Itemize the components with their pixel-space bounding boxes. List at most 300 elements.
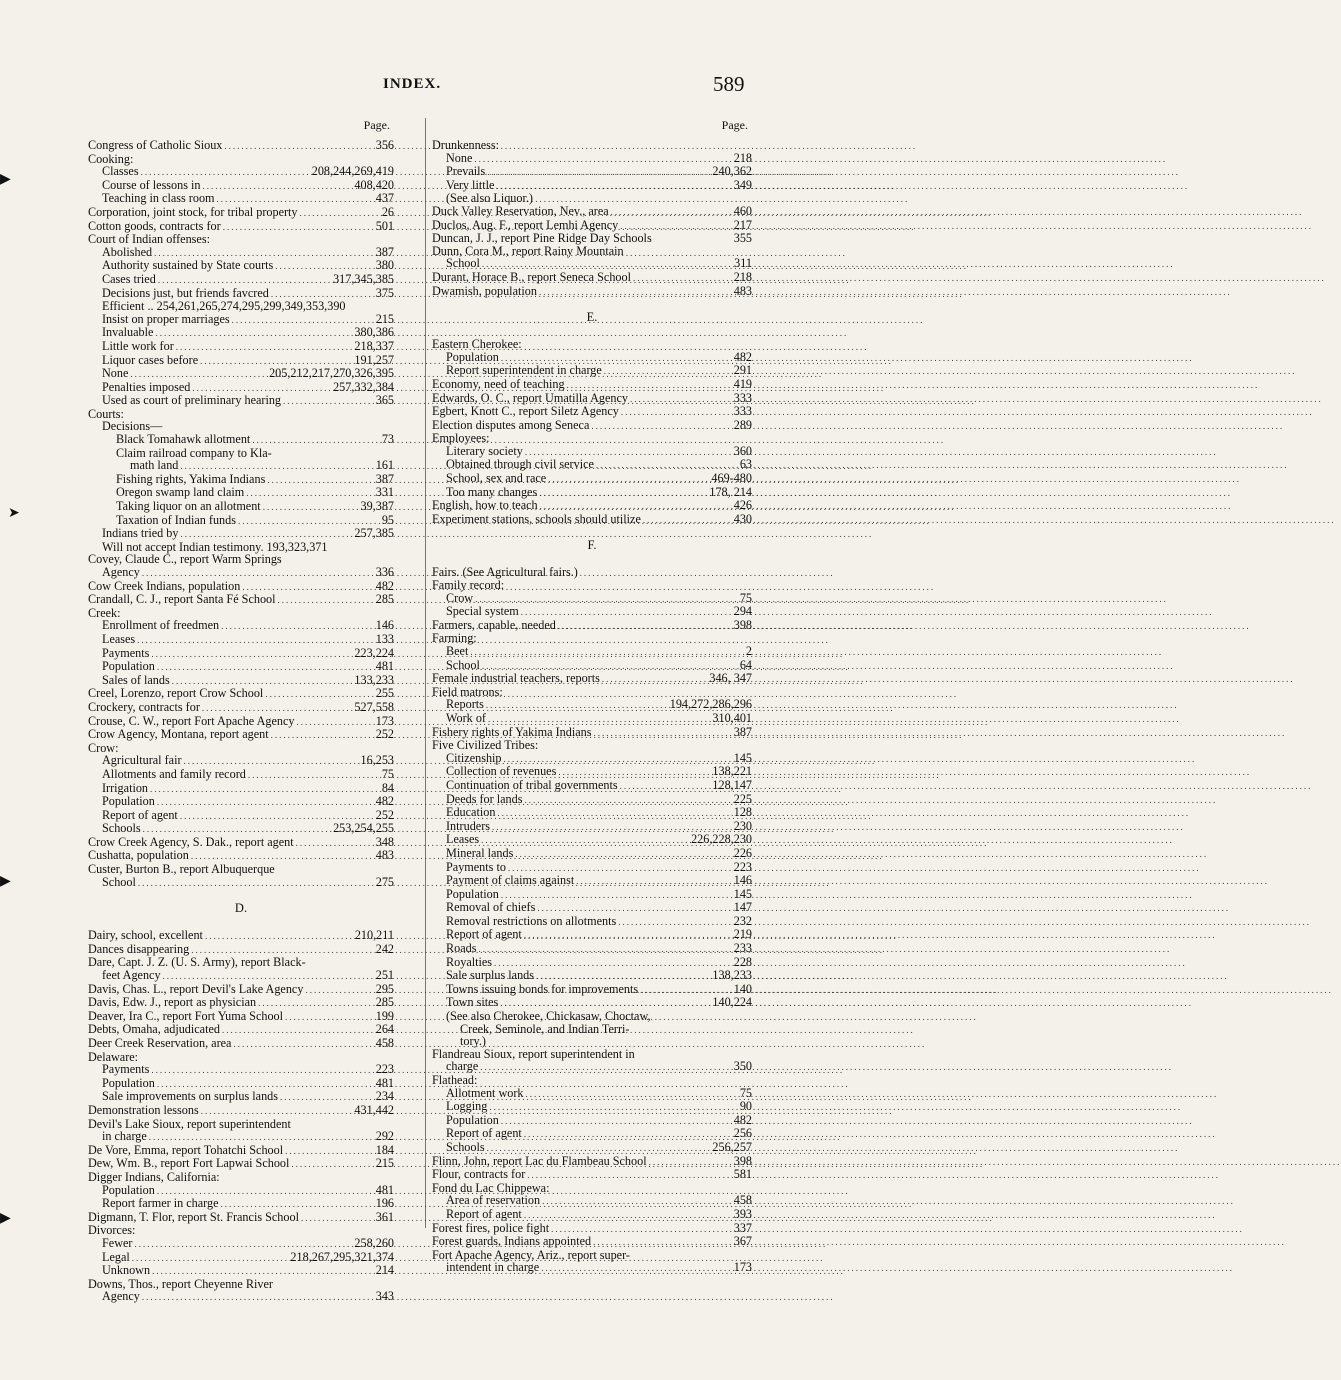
index-entry (88, 876, 394, 890)
index-entry (432, 874, 752, 888)
entry-pages: 295 (375, 981, 394, 996)
entry-text: Fairs. (See Agricultural fairs.) (432, 565, 578, 580)
index-entry (432, 928, 752, 942)
entry-pages: 292 (375, 1129, 394, 1144)
index-entry (88, 701, 394, 715)
leader-dots (487, 1142, 711, 1155)
entry-pages: 360 (733, 443, 752, 458)
entry-pages: 437 (375, 191, 394, 206)
entry-text: Field matrons: (432, 684, 503, 699)
entry-text: Report of agent (446, 1206, 522, 1221)
entry-text: Decisions just, but friends favcred (102, 285, 269, 300)
entry-pages: 333 (733, 390, 752, 405)
entry-text: School (446, 657, 480, 672)
leader-dots (567, 379, 732, 392)
entry-pages: 482 (375, 794, 394, 809)
entry-text: Crow: (88, 740, 119, 755)
entry-text: Durant, Horace B., report Seneca School (432, 269, 631, 284)
index-entry (88, 795, 394, 809)
entry-text: Payments (102, 645, 150, 660)
leader-dots (248, 769, 380, 782)
leader-dots (478, 943, 731, 956)
entry-text: Agency (102, 1289, 140, 1304)
index-entry (88, 1211, 394, 1225)
index-entry (88, 1037, 394, 1051)
entry-text: Economy, need of teaching (432, 376, 565, 391)
leader-dots (526, 1088, 738, 1101)
leader-dots (521, 606, 732, 619)
entry-pages: 310,401 (712, 710, 752, 725)
entry-text: (See also Cherokee, Chickasaw, Choctaw, (446, 1009, 651, 1024)
index-entry (432, 1141, 752, 1155)
leader-dots (233, 1038, 373, 1051)
index-entry (88, 206, 394, 220)
index-entry (432, 793, 752, 807)
entry-pages: 289 (733, 417, 752, 432)
index-entry (88, 1264, 394, 1278)
leader-dots (620, 780, 711, 793)
entry-text: Eastern Cherokee: (432, 337, 522, 352)
entry-pages: 128 (733, 805, 752, 820)
entry-text: Removal of chiefs (446, 900, 536, 915)
leader-dots (142, 567, 374, 580)
index-entry (88, 674, 394, 688)
entry-text: Flathead: (432, 1073, 478, 1087)
entry-text: Creek, Seminole, and Indian Terri- (460, 1021, 630, 1036)
entry-pages: 387 (375, 471, 394, 486)
entry-text: Family record: (432, 578, 505, 593)
index-entry (88, 728, 394, 742)
entry-text: Court of Indian offenses: (88, 232, 210, 247)
page-number: 589 (713, 72, 745, 96)
entry-pages: 223,224 (354, 645, 394, 660)
entry-pages: 253,254,255 (333, 821, 394, 836)
index-entry (88, 836, 394, 850)
index-entry (88, 1010, 394, 1024)
entry-text: Agency (102, 565, 140, 579)
entry-text: Decisions— (102, 419, 163, 434)
entry-text: Demonstration lessons (88, 1102, 199, 1117)
entry-text: Experiment stations, schools should utilize (432, 511, 641, 526)
index-entry (88, 809, 394, 823)
entry-pages: 275 (375, 874, 394, 889)
entry-pages: 133 (375, 631, 394, 646)
entry-pages: 343 (375, 1289, 394, 1304)
index-entry (88, 500, 394, 514)
index-entry (432, 405, 752, 419)
index-entry (88, 647, 394, 661)
entry-text: Course of lessons in (102, 177, 201, 192)
entry-text: Farming: (432, 631, 477, 646)
entry-text: Fewer (102, 1235, 133, 1250)
entry-text: Digmann, T. Flor, report St. Francis School (88, 1209, 299, 1224)
entry-text: Town sites (446, 995, 499, 1010)
entry-text: Mineral lands (446, 845, 514, 860)
index-entry (432, 285, 752, 299)
entry-pages: 349 (733, 177, 752, 192)
leader-dots (202, 702, 352, 715)
leader-dots (130, 368, 267, 381)
index-entry (432, 942, 752, 956)
entry-text: Beet (446, 644, 469, 658)
entry-text: Sale surplus lands (446, 968, 535, 983)
leader-dots (300, 207, 380, 220)
leader-dots (540, 500, 732, 513)
index-entry (88, 1063, 394, 1077)
entry-pages: 218,267,295,321,374 (290, 1249, 394, 1264)
leader-dots (152, 1265, 374, 1278)
index-column-left (88, 118, 394, 1304)
entry-text: feet Agency (102, 968, 161, 983)
entry-text: Payments (102, 1062, 150, 1077)
leader-dots (223, 221, 374, 234)
entry-pages: 431,442 (354, 1102, 394, 1117)
entry-pages: 294 (733, 604, 752, 619)
leader-dots (252, 434, 380, 447)
index-entry (88, 165, 394, 179)
entry-text: Intruders (446, 818, 490, 833)
entry-pages: 16,253 (360, 753, 394, 768)
index-entry (432, 1114, 752, 1128)
entry-text: Cushatta, population (88, 848, 189, 863)
entry-text: Teaching in class room (102, 191, 215, 206)
margin-arrow-icon: ▶ (0, 874, 11, 889)
entry-pages: 346, 347 (709, 671, 752, 686)
entry-pages: 240,362 (712, 164, 752, 179)
entry-text: Population (102, 1075, 155, 1090)
entry-pages: 233 (733, 941, 752, 956)
index-entry (432, 765, 752, 779)
entry-pages: 173 (733, 1260, 752, 1275)
entry-text: Obtained through civil service (446, 457, 594, 472)
leader-dots (539, 286, 732, 299)
index-entry (432, 257, 752, 271)
index-entry (432, 1010, 752, 1023)
index-entry (88, 233, 394, 246)
margin-arrow-icon: ▶ (0, 1211, 11, 1226)
index-entry (432, 888, 752, 902)
entry-text: Egbert, Knott C., report Siletz Agency (432, 404, 619, 419)
entry-pages: 460 (733, 203, 752, 218)
index-entry (88, 943, 394, 957)
index-entry (432, 271, 752, 285)
entry-text: Collection of revenues (446, 764, 557, 779)
index-entry (432, 632, 752, 645)
index-entry (88, 139, 394, 153)
entry-text: Will not accept Indian testimony. 193,323,371 (102, 539, 328, 554)
entry-text: Allotment work (446, 1085, 524, 1100)
entry-pages: 481 (375, 1182, 394, 1197)
entry-text: Schools (446, 1139, 485, 1154)
leader-dots (480, 1061, 731, 1074)
leader-dots (602, 673, 707, 686)
index-entries (88, 139, 394, 1304)
leader-dots (221, 1198, 374, 1211)
index-entry (432, 364, 752, 378)
index-entry (88, 367, 394, 381)
entry-text: De Vore, Emma, report Tohatchi School (88, 1142, 284, 1157)
index-entry (88, 969, 394, 983)
entry-pages: 145 (733, 886, 752, 901)
entry-pages: 252 (375, 727, 394, 742)
entry-pages: 194,272,286,296 (669, 697, 752, 712)
entry-pages: 458 (733, 1193, 752, 1208)
entry-pages: 333 (733, 404, 752, 419)
index-entries (432, 139, 752, 1275)
leader-dots (138, 877, 374, 890)
entry-text: Cow Creek Indians, population (88, 578, 241, 593)
entry-pages: 230 (733, 818, 752, 833)
entry-text: Divorces: (88, 1223, 136, 1238)
entry-text: Crockery, contracts for (88, 699, 200, 714)
entry-text: Covey, Claude C., report Warm Springs (88, 552, 282, 567)
leader-dots (487, 166, 710, 179)
index-entry (432, 513, 752, 527)
index-entry (432, 445, 752, 459)
leader-dots (537, 902, 731, 915)
index-entry (432, 779, 752, 793)
index-entry (432, 806, 752, 820)
section-heading: E. (586, 310, 598, 325)
entry-text: Allotments and family record (102, 766, 246, 781)
entry-pages: 581 (733, 1167, 752, 1182)
index-entry (432, 232, 752, 245)
entry-pages: 232 (733, 913, 752, 928)
entry-text: Payments to (446, 859, 506, 874)
entry-pages: 317,345,385 (333, 271, 394, 286)
entry-text: Edwards, O. C., report Umatilla Agency (432, 390, 628, 405)
index-entry (88, 1130, 394, 1144)
entry-pages: 199 (375, 1008, 394, 1023)
entry-text: Indians tried by (102, 526, 179, 541)
leader-dots (548, 473, 709, 486)
index-entry (432, 179, 752, 193)
leader-dots (271, 729, 374, 742)
entry-pages: 95 (381, 512, 394, 527)
leader-dots (474, 153, 731, 166)
entry-pages: 398 (733, 1153, 752, 1168)
entry-text: Report of agent (446, 927, 522, 942)
index-entry (88, 633, 394, 647)
index-entry (432, 1035, 752, 1048)
entry-text: Deer Creek Reservation, area (88, 1036, 232, 1050)
index-entry (88, 593, 394, 607)
entry-text: Literary society (446, 443, 523, 458)
index-entry (432, 1208, 752, 1222)
entry-pages: 365 (375, 393, 394, 408)
entry-pages: 26 (381, 204, 394, 219)
entry-pages: 311 (734, 256, 752, 271)
entry-text: Duclos, Aug. F., report Lemhi Agency (432, 217, 619, 232)
index-entry (88, 394, 394, 408)
entry-text: Area of reservation (446, 1193, 541, 1208)
entry-pages: 256,257 (712, 1139, 752, 1154)
index-entry (88, 287, 394, 301)
entry-pages: 482 (375, 578, 394, 593)
entry-text: Logging (446, 1099, 488, 1114)
leader-dots (157, 796, 374, 809)
entry-text: Very little (446, 177, 495, 192)
index-entry (88, 381, 394, 395)
entry-pages: 226,228,230 (691, 832, 752, 847)
entry-text: Population (446, 886, 499, 901)
leader-dots (541, 1262, 732, 1275)
entry-pages: 252 (375, 807, 394, 822)
leader-dots (296, 837, 374, 850)
leader-dots (591, 420, 731, 433)
entry-pages: 214 (375, 1263, 394, 1278)
leader-dots (621, 406, 732, 419)
entry-text: Prevails (446, 164, 486, 179)
index-entry (432, 833, 752, 847)
entry-pages: 527,558 (354, 699, 394, 714)
entry-text: in charge (102, 1129, 147, 1144)
entry-pages: 90 (739, 1099, 752, 1114)
index-entry (88, 1144, 394, 1158)
leader-dots (203, 180, 353, 193)
leader-dots (633, 272, 732, 285)
leader-dots (285, 1145, 374, 1158)
entry-text: Claim railroad company to Kla- (116, 445, 272, 460)
index-entry (88, 259, 394, 273)
entry-text: Enrollment of freedmen (102, 618, 220, 633)
leader-dots (263, 501, 359, 514)
entry-text: Work of (446, 710, 486, 725)
entry-text: None (102, 366, 129, 381)
entry-pages: 367 (733, 1234, 752, 1249)
entry-text: Taking liquor on an allotment (116, 499, 261, 514)
entry-text: Report of agent (446, 1126, 522, 1141)
entry-pages: 219 (733, 927, 752, 942)
leader-dots (151, 1064, 373, 1077)
entry-text: Irrigation (102, 780, 149, 795)
leader-dots (267, 474, 373, 487)
leader-dots (576, 875, 731, 888)
entry-pages: 257,332,384 (333, 379, 394, 394)
index-entry (88, 580, 394, 594)
entry-pages: 225 (733, 791, 752, 806)
entry-pages: 380,386 (354, 325, 394, 340)
index-entry (432, 619, 752, 633)
leader-dots (524, 1128, 732, 1141)
entry-text: Oregon swamp land claim (116, 485, 245, 500)
entry-pages: 393 (733, 1206, 752, 1221)
index-entry (88, 660, 394, 674)
index-entry (432, 165, 752, 179)
leader-dots (141, 166, 310, 179)
index-entry (88, 246, 394, 260)
entry-pages: 482 (733, 1112, 752, 1127)
index-entry (88, 768, 394, 782)
entry-pages: 184 (375, 1142, 394, 1157)
leader-dots (593, 1236, 732, 1249)
entry-pages: 257,385 (354, 526, 394, 541)
entry-pages: 133,233 (354, 672, 394, 687)
index-entry (432, 472, 752, 486)
index-entry (432, 152, 752, 166)
entry-text: Fort Apache Agency, Ariz., report super- (432, 1247, 630, 1262)
page-column-label: Page. (721, 118, 748, 132)
entry-text: School (446, 256, 480, 271)
entry-pages: 196 (375, 1196, 394, 1211)
entry-pages: 140 (733, 981, 752, 996)
entry-text: Reports (446, 697, 484, 712)
entry-pages: 161 (375, 458, 394, 473)
entry-text: Report farmer in charge (102, 1196, 219, 1211)
entry-pages: 481 (375, 1075, 394, 1090)
entry-pages: 285 (375, 995, 394, 1010)
leader-dots (221, 620, 374, 633)
index-entry (432, 956, 752, 970)
entry-pages: 128,147 (712, 777, 752, 792)
entry-text: Schools (102, 821, 141, 836)
leader-dots (301, 1212, 374, 1225)
entry-text: Flour, contracts for (432, 1167, 526, 1182)
entry-text: Citizenship (446, 750, 502, 765)
index-entry (432, 419, 752, 433)
index-entry (88, 1224, 394, 1237)
entry-pages: 217 (733, 217, 752, 232)
entry-pages: 264 (375, 1022, 394, 1037)
entry-pages: 218 (733, 150, 752, 165)
index-entry (432, 861, 752, 875)
entry-text: Authority sustained by State courts (102, 258, 274, 273)
entry-text: Downs, Thos., report Cheyenne River (88, 1276, 273, 1291)
entry-pages: 218,337 (354, 338, 394, 353)
entry-pages: 210,211 (354, 928, 394, 943)
index-entry (88, 1090, 394, 1104)
entry-text: Fishery rights of Yakima Indians (432, 724, 592, 739)
entry-pages: 75 (739, 590, 752, 605)
entry-text: Congress of Catholic Sioux (88, 138, 223, 152)
index-entry (432, 392, 752, 406)
index-entry (88, 566, 394, 580)
entry-text: Population (102, 794, 155, 809)
entry-text: Removal restrictions on allotments (446, 913, 617, 928)
entry-text: None (446, 150, 473, 165)
index-entry (88, 192, 394, 206)
leader-dots (611, 206, 732, 219)
entry-text: Crandall, C. J., report Santa Fé School (88, 592, 276, 607)
entry-text: Invaluable (102, 325, 154, 340)
leader-dots (524, 929, 732, 942)
index-entry (88, 473, 394, 487)
leader-dots (488, 713, 710, 726)
entry-text: Population (446, 349, 499, 364)
entry-text: Black Tomahawk allotment (116, 432, 251, 447)
leader-dots (643, 514, 732, 527)
entry-text: Population (102, 659, 155, 674)
index-entry (88, 929, 394, 943)
section-heading: F. (587, 538, 597, 553)
index-entry (432, 1194, 752, 1208)
index-entry (432, 820, 752, 834)
leader-dots (205, 930, 353, 943)
leader-dots (618, 916, 731, 929)
entry-text: Forest guards, Indians appointed (432, 1234, 592, 1249)
index-entry (88, 1171, 394, 1184)
entry-pages: 173 (375, 713, 394, 728)
leader-dots (181, 528, 353, 541)
entry-pages: 256 (733, 1126, 752, 1141)
index-entry (432, 1261, 752, 1275)
entry-text: Used as court of preliminary hearing (102, 393, 282, 408)
entry-text: charge (446, 1059, 479, 1074)
index-entry (432, 672, 752, 686)
index-entry (432, 1048, 752, 1061)
index-entry (88, 1184, 394, 1198)
entry-text: Continuation of tribal governments (446, 777, 618, 792)
